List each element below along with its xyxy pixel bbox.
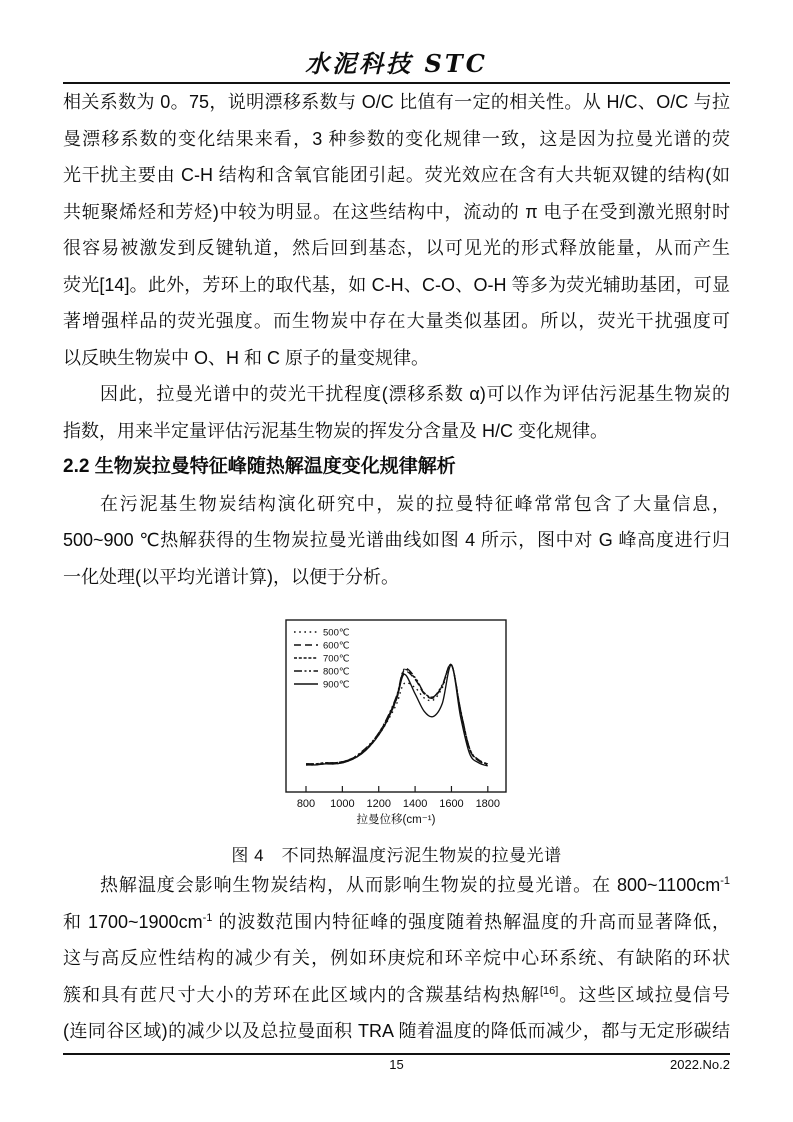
legend-label-600℃: 600℃ — [323, 640, 350, 652]
superscript-ref: -1 — [720, 875, 730, 887]
body-text-upper — [63, 84, 730, 595]
page-number: 15 — [389, 1057, 404, 1072]
upper-line-8: 以反映生物炭中 O、H 和 C 原子的量变规律。 — [63, 347, 430, 368]
x-tick-label: 1600 — [439, 798, 464, 810]
lower-line-1: 热解温度会影响生物炭结构，从而影响生物炭的拉曼光谱。在 $800\sim 1100cm^{-1}$ — [100, 875, 730, 895]
section-heading: 2.2 生物炭拉曼特征峰随热解温度变化规律解析 — [63, 456, 456, 477]
x-axis-label: 拉曼位移(cm⁻¹) — [356, 814, 436, 826]
legend-label-500℃: 500℃ — [323, 627, 350, 639]
x-tick-label: 1400 — [402, 798, 428, 810]
upper-line-9: 因此，拉曼光谱中的荧光干扰程度(漂移系数 α)可以作为评估污泥基生物炭的 — [100, 384, 730, 404]
upper-line-4: 共轭聚烯烃和芳烃)中较为明显。在这些结构中，流动的 π 电子在受到激光照射时 — [63, 201, 730, 222]
body-text-lower — [63, 867, 730, 1050]
legend-label-800℃: 800℃ — [323, 666, 350, 678]
x-tick-label: 1200 — [366, 798, 391, 810]
lower-line-4: 簇和具有苉尺寸大小的芳环在此区域内的含羰基结构热解[16]。这些区域拉曼信号 — [63, 984, 731, 1005]
journal-header-title: 水泥科技 STC — [305, 49, 488, 78]
figure-4 — [266, 614, 526, 842]
footer-rule — [63, 1053, 730, 1055]
legend-label-700℃: 700℃ — [323, 653, 350, 665]
lower-line-5: (连同谷区域)的减少以及总拉曼面积 TRA 随着温度的降低而减少，都与无定形碳结 — [63, 1021, 730, 1041]
upper-line-10: 指数，用来半定量评估污泥基生物炭的挥发分含量及 H/C 变化规律。 — [63, 420, 608, 441]
upper-line-3: 光干扰主要由 C-H 结构和含氧官能团引起。荧光效应在含有大共轭双键的结构(如 — [63, 165, 730, 185]
upper-line-6: 荧光[14]。此外，芳环上的取代基，如 C-H、C-O、O-H 等多为荧光辅助基团，可显 — [63, 274, 730, 295]
legend-label-900℃: 900℃ — [323, 679, 350, 691]
figure-caption: 图 4 不同热解温度污泥生物炭的拉曼光谱 — [231, 846, 562, 865]
upper-line-14: 一化处理(以平均光谱计算)，以便于分析。 — [63, 566, 399, 587]
x-tick-label: 1000 — [330, 798, 355, 810]
upper-line-5: 很容易被激发到反键轨道，然后回到基态，以可见光的形式释放能量，从而产生 — [63, 238, 730, 258]
plot-frame — [286, 620, 506, 792]
x-tick-label: 800 — [296, 798, 316, 810]
superscript-ref: [16] — [539, 984, 559, 997]
upper-line-1: 相关系数为 0。75，说明漂移系数与 O/C 比值有一定的相关性。从 H/C、O/C 与拉 — [63, 92, 730, 112]
upper-line-13: 500~900 ℃热解获得的生物炭拉曼光谱曲线如图 4 所示，图中对 G 峰高度进行归 — [63, 530, 730, 550]
superscript-ref: -1 — [202, 911, 213, 924]
upper-line-7: 著增强样品的荧光强度。而生物炭中存在大量类似基团。所以，荧光干扰强度可 — [63, 311, 730, 331]
lower-line-3: 这与高反应性结构的减少有关，例如环庚烷和环辛烷中心环系统、有缺陷的环状 — [63, 948, 730, 968]
upper-line-2: 曼漂移系数的变化结果来看，3 种参数的变化规律一致，这是因为拉曼光谱的荧 — [63, 128, 730, 149]
upper-line-12: 在污泥基生物炭结构演化研究中，炭的拉曼特征峰常常包含了大量信息， — [100, 493, 730, 514]
raman-spectra-chart — [266, 614, 526, 842]
lower-line-2: 和 $1700\sim 1900cm^{-1}$ 的波数范围内特征峰的强度随着热解温度的升高而显著降低， — [63, 911, 731, 932]
x-tick-label: 1800 — [475, 798, 501, 810]
issue-label: 2022.No.2 — [670, 1057, 730, 1072]
page-footer — [63, 1057, 730, 1075]
